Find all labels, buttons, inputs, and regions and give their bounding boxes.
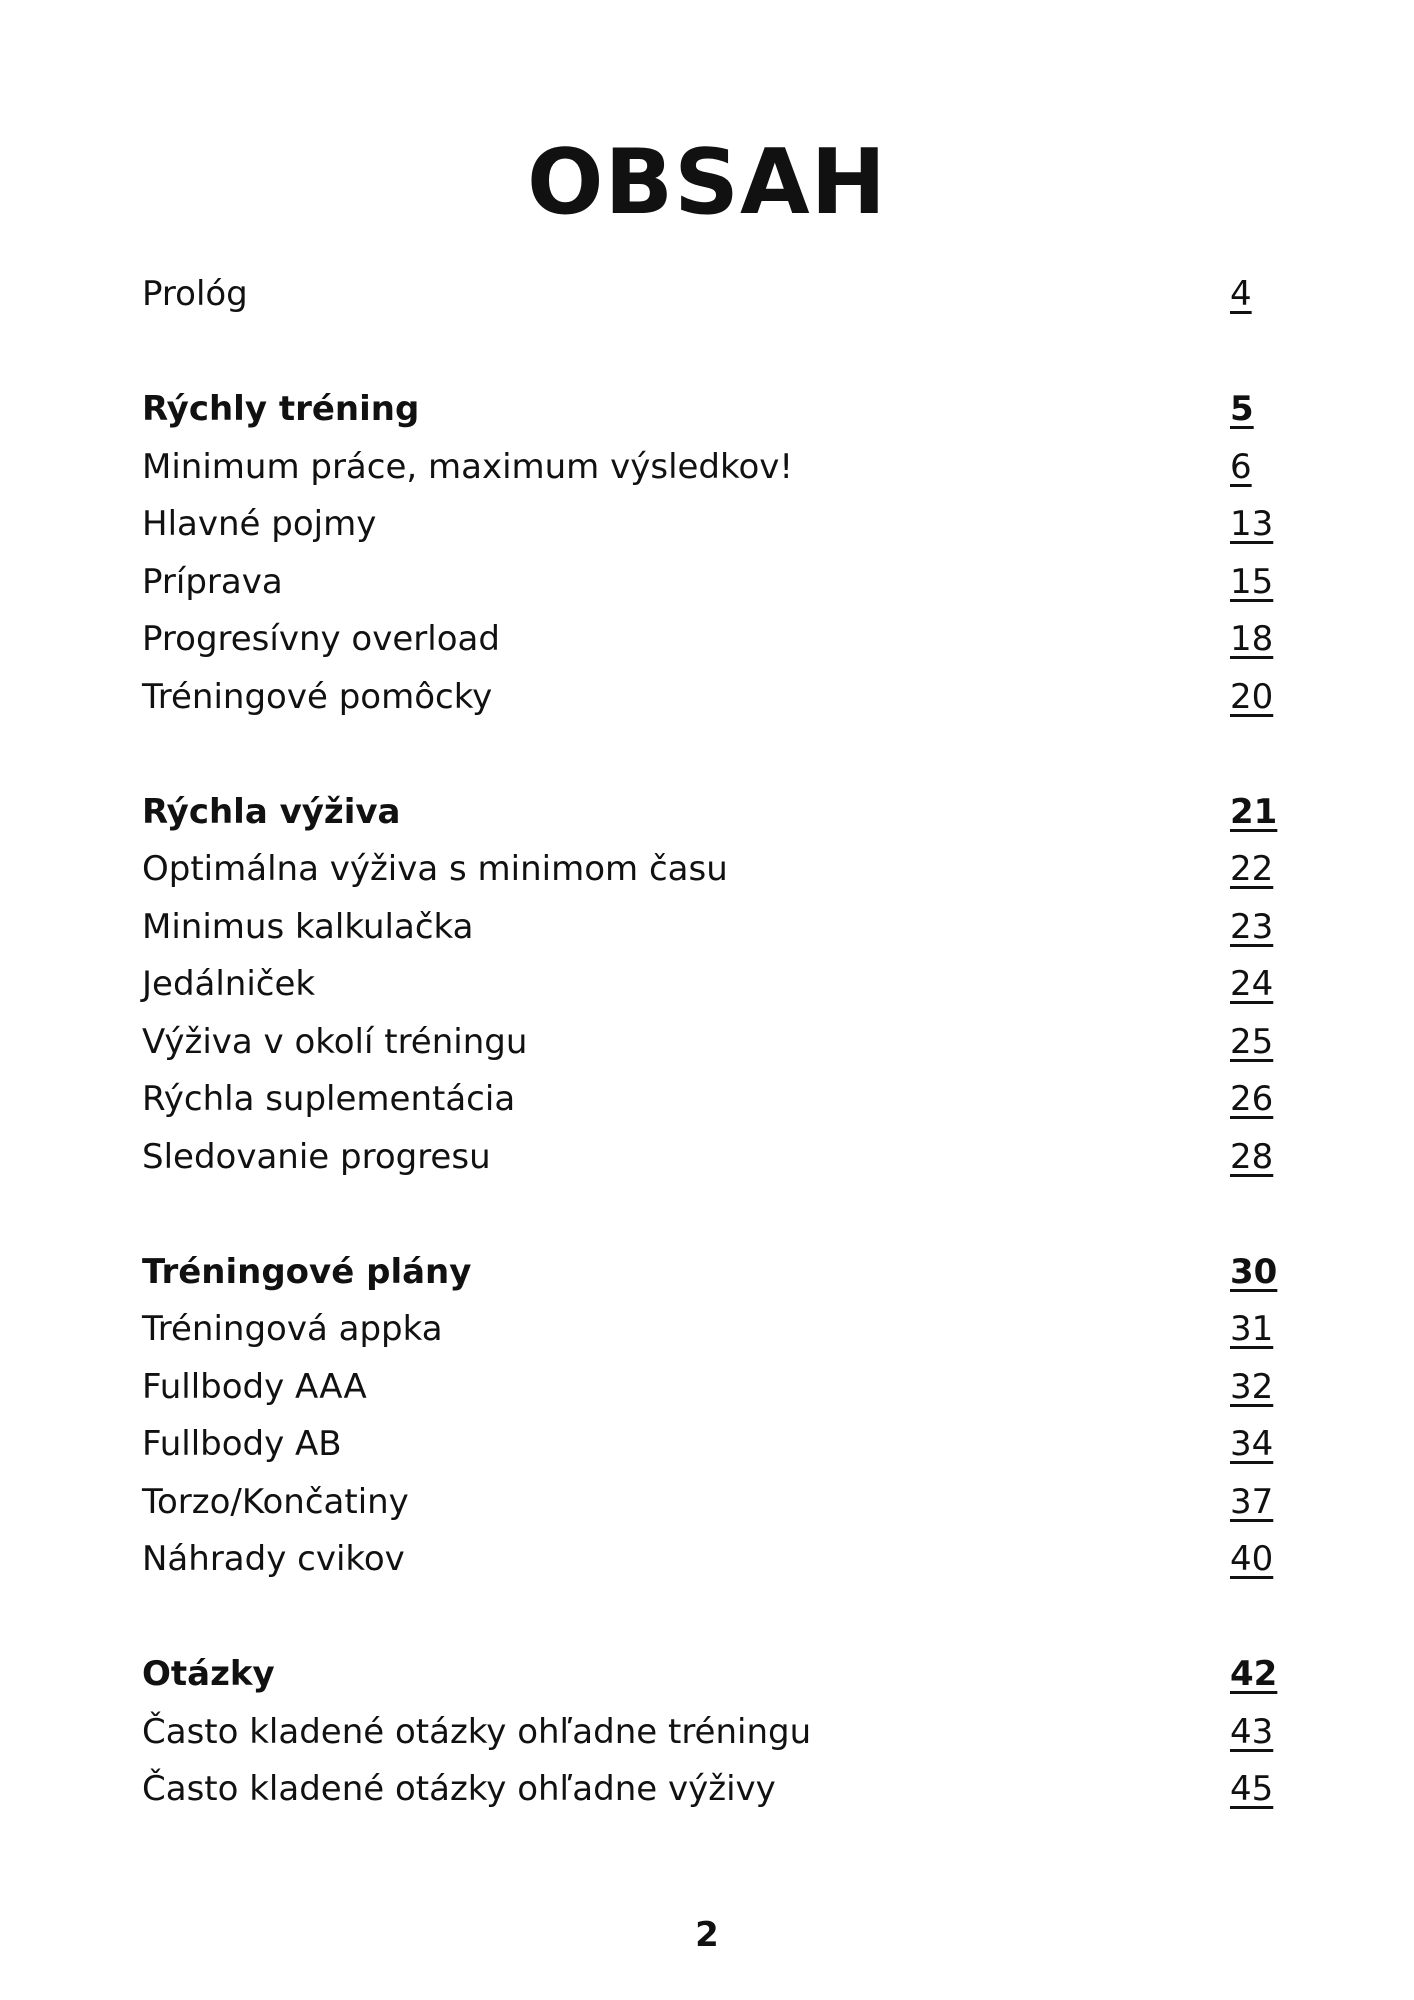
toc-entry-label: Výživa v okolí tréningu: [142, 1021, 528, 1062]
toc-entry-label: Rýchla suplementácia: [142, 1079, 516, 1119]
toc-entry[interactable]: [142, 439, 1282, 497]
section-spacer: [142, 1186, 1282, 1244]
toc-page-link[interactable]: 13: [1230, 504, 1274, 544]
toc-entry[interactable]: [142, 956, 1282, 1014]
toc-page-link[interactable]: 18: [1230, 619, 1274, 659]
toc-entry[interactable]: [142, 611, 1282, 669]
toc-entry-label: Náhrady cvikov: [142, 1539, 405, 1579]
toc-entry[interactable]: [142, 1129, 1282, 1187]
toc-entry-label: Jedálniček: [142, 964, 316, 1004]
section-spacer: [142, 324, 1282, 382]
toc-entry[interactable]: [142, 1014, 1282, 1072]
table-of-contents: [142, 266, 1282, 1819]
toc-entry-label: Príprava: [142, 561, 283, 602]
toc-entry[interactable]: [142, 496, 1282, 554]
toc-entry-label: Torzo/Končatiny: [142, 1481, 409, 1522]
toc-entry-label: Minimum práce, maximum výsledkov!: [142, 446, 794, 487]
toc-page-link[interactable]: 26: [1230, 1079, 1274, 1119]
toc-entry-label: Tréningové pomôcky: [142, 676, 493, 717]
toc-page-link[interactable]: 28: [1230, 1136, 1274, 1177]
section-spacer: [142, 726, 1282, 784]
toc-entry[interactable]: [142, 841, 1282, 899]
toc-entry-label: Minimus kalkulačka: [142, 906, 474, 947]
toc-entry[interactable]: [142, 1359, 1282, 1417]
toc-entry[interactable]: [142, 1416, 1282, 1474]
toc-entry-label: Rýchla výživa: [142, 791, 401, 832]
toc-entry[interactable]: [142, 669, 1282, 727]
toc-entry-label: Optimálna výživa s minimom času: [142, 849, 728, 889]
toc-entry-label: Hlavné pojmy: [142, 504, 377, 544]
toc-entry-label: Rýchly tréning: [142, 389, 420, 429]
toc-entry[interactable]: [142, 1071, 1282, 1129]
toc-entry[interactable]: [142, 1531, 1282, 1589]
toc-section-heading[interactable]: [142, 381, 1282, 439]
toc-entry[interactable]: [142, 1474, 1282, 1532]
toc-page-link[interactable]: 32: [1230, 1366, 1274, 1407]
toc-page-link[interactable]: 21: [1230, 791, 1278, 832]
toc-entry-label: Fullbody AB: [142, 1424, 342, 1464]
toc-page-link[interactable]: 43: [1230, 1711, 1274, 1752]
toc-page-link[interactable]: 30: [1230, 1251, 1278, 1292]
toc-page-link[interactable]: 22: [1230, 849, 1274, 889]
toc-page-link[interactable]: 23: [1230, 906, 1274, 947]
toc-page-link[interactable]: 5: [1230, 389, 1254, 429]
toc-entry[interactable]: [142, 1761, 1282, 1819]
toc-section-heading[interactable]: [142, 1244, 1282, 1302]
toc-entry-label: Progresívny overload: [142, 619, 500, 659]
toc-page-link[interactable]: 4: [1230, 274, 1252, 314]
toc-page-link[interactable]: 25: [1230, 1021, 1274, 1062]
toc-page-link[interactable]: 40: [1230, 1539, 1274, 1579]
toc-entry-label: Tréningové plány: [142, 1251, 472, 1292]
toc-entry[interactable]: [142, 554, 1282, 612]
toc-entry[interactable]: [142, 1301, 1282, 1359]
toc-page-link[interactable]: 15: [1230, 561, 1274, 602]
toc-entry-label: Fullbody AAA: [142, 1366, 367, 1407]
toc-entry[interactable]: [142, 266, 1282, 324]
toc-section-heading[interactable]: [142, 784, 1282, 842]
toc-entry[interactable]: [142, 899, 1282, 957]
toc-page-link[interactable]: 31: [1230, 1309, 1274, 1349]
toc-page-link[interactable]: 20: [1230, 676, 1274, 717]
page-title: OBSAH: [527, 130, 887, 235]
toc-page-link[interactable]: 6: [1230, 446, 1252, 487]
toc-entry-label: Často kladené otázky ohľadne tréningu: [142, 1711, 812, 1752]
toc-entry-label: Prológ: [142, 274, 248, 314]
page-number: 2: [695, 1915, 719, 1955]
toc-entry-label: Otázky: [142, 1654, 275, 1694]
toc-page-link[interactable]: 24: [1230, 964, 1274, 1004]
toc-page-link[interactable]: 37: [1230, 1481, 1274, 1522]
toc-page-link[interactable]: 34: [1230, 1424, 1274, 1464]
section-spacer: [142, 1589, 1282, 1647]
toc-entry-label: Často kladené otázky ohľadne výživy: [142, 1769, 776, 1809]
toc-page-link[interactable]: 42: [1230, 1654, 1278, 1694]
toc-page-link[interactable]: 45: [1230, 1769, 1274, 1809]
toc-entry-label: Tréningová appka: [142, 1309, 443, 1349]
toc-entry[interactable]: [142, 1704, 1282, 1762]
toc-section-heading[interactable]: [142, 1646, 1282, 1704]
toc-entry-label: Sledovanie progresu: [142, 1136, 491, 1177]
